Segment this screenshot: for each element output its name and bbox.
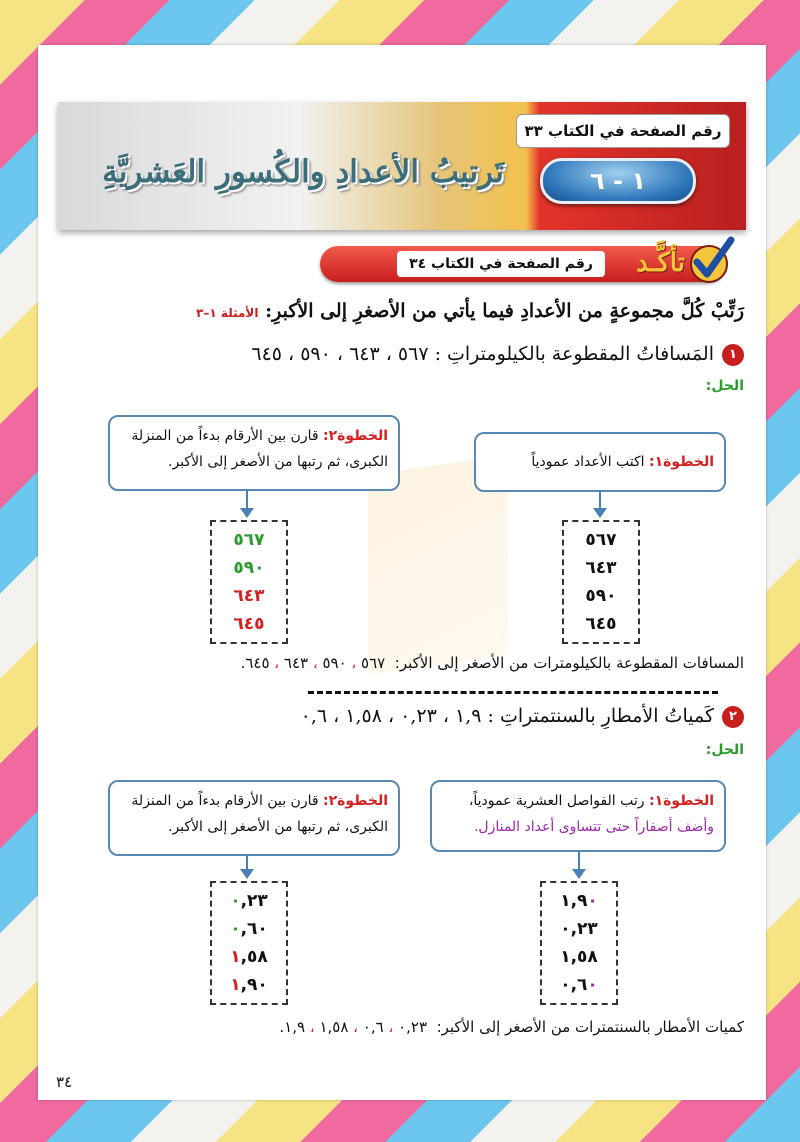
problem-1-step2-box <box>108 415 400 491</box>
problem-1-step1-box <box>474 432 726 492</box>
checkmark-icon <box>687 234 735 286</box>
step2-label: الخطوة٢: <box>323 793 388 809</box>
step1-text-line1: رتب الفواصل العشرية عمودياً، <box>468 793 645 809</box>
check-section-bar <box>320 246 725 282</box>
number-cell: ١,٩٠ <box>230 975 268 995</box>
step1-label: الخطوة١: <box>649 793 714 809</box>
number-cell: ٥٦٧ <box>585 530 617 550</box>
number-cell: ١,٥٨ <box>560 947 598 967</box>
book-page-reference: رقم الصفحة في الكتاب ٣٣ <box>516 114 730 148</box>
number-cell: ٦٤٥ <box>233 614 265 634</box>
step2-label: الخطوة٢: <box>323 428 388 444</box>
number-cell: ٦٤٣ <box>585 558 617 578</box>
step1-text: اكتب الأعداد عمودياً <box>531 454 645 470</box>
problem-1-question <box>251 343 744 366</box>
number-cell: ١,٩٠ <box>560 891 598 911</box>
instruction-text: رَتِّبْ كُلَّ مجموعةٍ من الأعدادِ فيما يأتي من الأصغرِ إلى الأكبرِ: <box>265 300 744 322</box>
problem-2-solution-label: الحل: <box>705 742 744 758</box>
problem-2-column-a <box>540 881 618 1005</box>
step2-text-line1: قارن بين الأرقام بدءاً من المنزلة <box>131 428 319 444</box>
arrow-down-icon <box>599 492 601 509</box>
problem-1-number: ١ <box>722 344 744 366</box>
number-cell: ٥٩٠ <box>233 558 265 578</box>
page-number: ٣٤ <box>56 1073 73 1091</box>
number-cell: ٥٩٠ <box>585 586 617 606</box>
summary-value: ٥٩٠ <box>322 654 347 672</box>
step1-text-line2: وأضف أصفاراً حتى تتساوى أعداد المنازل. <box>473 819 714 835</box>
problem-1-summary: المسافات المقطوعة بالكيلومترات من الأصغر إلى الأكبر: ٥٦٧ ، ٥٩٠ ، ٦٤٣ ، ٦٤٥. <box>240 654 744 672</box>
step1-label: الخطوة١: <box>649 454 714 470</box>
summary-value: ١,٥٨ <box>319 1018 349 1036</box>
problem-1-solution-label: الحل: <box>705 378 744 394</box>
problem-1-text: المَسافاتُ المقطوعة بالكيلومتراتِ : ٥٦٧ ، ٦٤٣ ، ٥٩٠ ، ٦٤٥ <box>251 343 714 365</box>
summary-prefix: كميات الأمطار بالسنتمترات من الأصغر إلى الأكبر: <box>436 1018 744 1036</box>
problem-1-column-b <box>210 520 288 644</box>
summary-value: ٠,٢٣ <box>398 1018 428 1036</box>
number-cell: ٦٤٥ <box>585 614 617 634</box>
arrow-down-icon <box>246 491 248 509</box>
problem-1-column-a <box>562 520 640 644</box>
lesson-number-badge: ١ - ٦ <box>540 158 696 204</box>
number-cell: ٦٤٣ <box>233 586 265 606</box>
problem-2-step1-box <box>430 780 726 852</box>
lesson-banner <box>58 102 746 230</box>
worksheet-page <box>38 45 766 1100</box>
step2-text-line1: قارن بين الأرقام بدءاً من المنزلة <box>131 793 319 809</box>
section-divider <box>308 691 718 694</box>
arrow-down-icon <box>578 852 580 870</box>
instruction-line <box>196 300 744 322</box>
problem-2-number: ٢ <box>722 706 744 728</box>
problem-2-column-b <box>210 881 288 1005</box>
number-cell: ١,٥٨ <box>230 947 268 967</box>
summary-prefix: المسافات المقطوعة بالكيلومترات من الأصغر إلى الأكبر: <box>394 654 744 672</box>
summary-value: ١,٩ <box>284 1018 306 1036</box>
number-cell: ٠,٢٣ <box>560 919 598 939</box>
examples-reference: الأمثلة ١–٣ <box>196 306 259 320</box>
summary-value: ٠,٦ <box>362 1018 384 1036</box>
problem-2-summary: كميات الأمطار بالسنتمترات من الأصغر إلى الأكبر: ٠,٢٣ ، ٠,٦ ، ١,٥٨ ، ١,٩. <box>279 1018 744 1036</box>
number-cell: ٠,٢٣ <box>230 891 268 911</box>
arrow-down-icon <box>246 856 248 870</box>
problem-2-question <box>301 705 744 728</box>
check-heading: تأكَّـد <box>636 248 685 278</box>
lesson-title: تَرتيبُ الأعدادِ والكُسورِ العَشريَّةِ <box>102 154 504 190</box>
problem-2-text: كَمياتُ الأمطارِ بالسنتمتراتِ : ١,٩ ، ٠,٢٣ ، ١,٥٨ ، ٠,٦ <box>300 705 714 727</box>
number-cell: ٠,٦٠ <box>230 919 268 939</box>
summary-value: ٥٦٧ <box>361 654 386 672</box>
number-cell: ٠,٦٠ <box>560 975 598 995</box>
problem-2-step2-box <box>108 780 400 856</box>
summary-value: ٦٤٣ <box>283 654 309 672</box>
step2-text-line2: الكبرى، ثم رتبها من الأصغر إلى الأكبر. <box>168 819 388 835</box>
summary-value: ٦٤٥ <box>245 654 270 672</box>
number-cell: ٥٦٧ <box>233 530 265 550</box>
check-page-reference: رقم الصفحة في الكتاب ٣٤ <box>397 251 605 277</box>
step2-text-line2: الكبرى، ثم رتبها من الأصغر إلى الأكبر. <box>168 454 388 470</box>
